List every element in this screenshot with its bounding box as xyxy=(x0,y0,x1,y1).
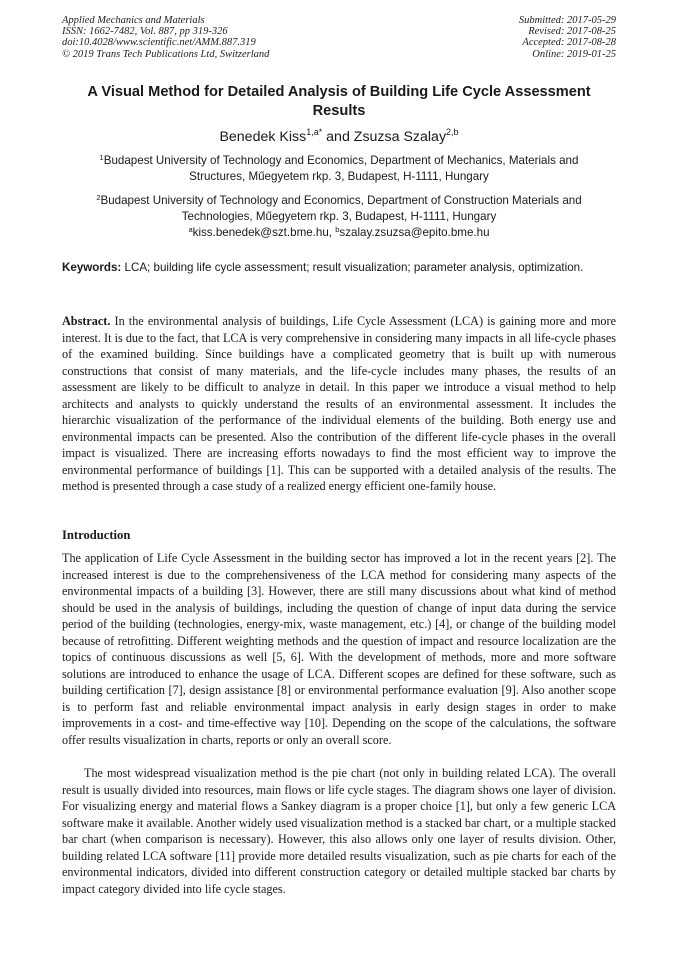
affiliation-mark: 1 xyxy=(99,153,104,162)
journal-header-left xyxy=(62,15,269,60)
author-connector: and xyxy=(322,129,354,145)
paper-title: A Visual Method for Detailed Analysis of Building Life Cycle Assessment Results xyxy=(87,84,591,119)
affiliation-text: Budapest University of Technology and Economics, Department of Mechanics, Materials and Structures, Műegyetem rkp. 3, Budapest, H-1111, Hungary xyxy=(103,154,579,183)
date-revised: Revised: 2017-08-25 xyxy=(528,26,616,38)
paragraph: The most widespread visualization method is the pie chart (not only in building related LCA). The overall result is usually divided into resources, main flows or life cycle stages. The diagram shows one layer of division. For visualizing energy and material flows a Sankey diagram is a proper choice [1], but only a few generic LCA software make it available. Another widely used visualization method is a stacked bar chart, or a multiple stacked bar chart (when comparison is necessary). However, this also allows only one layer of results division. Other, building related LCA software [11] provide more detailed results visualization, such as pie charts for each of the environmental indicators, divided into different construction category or detailed multiple stacked bar charts by impact category divided into life cycle stages. xyxy=(62,766,616,896)
journal-copyright: © 2019 Trans Tech Publications Ltd, Switzerland xyxy=(62,48,270,60)
journal-name: Applied Mechanics and Materials xyxy=(62,15,205,26)
keywords xyxy=(62,260,616,275)
affiliation-2 xyxy=(70,193,608,225)
email-link[interactable]: szalay.zsuzsa@epito.bme.hu xyxy=(339,226,490,239)
journal-header-right xyxy=(519,15,616,60)
date-submitted: Submitted: 2017-05-29 xyxy=(518,15,616,26)
author-affil-mark: 2,b xyxy=(446,127,459,137)
author-affil-mark: 1,a* xyxy=(306,127,323,137)
affiliation-1 xyxy=(70,153,608,185)
affiliation-text: Budapest University of Technology and Economics, Department of Construction Materials and Technologies, Műegyetem rkp. 3, Budapest, H-1111, Hungary xyxy=(100,194,582,223)
journal-doi[interactable]: doi:10.4028/www.scientific.net/AMM.887.319 xyxy=(62,37,256,49)
abstract-text: In the environmental analysis of buildings, Life Cycle Assessment (LCA) is gaining more and more interest. It is due to the fact, that LCA is very comprehensive in considering many impacts in all life-cycle phases of the examined building. Since buildings have a complicated geometry that is built up with numerous constructions that consist of many materials, and the life-cycle includes many phases, the results of an assessment are likely to be difficult to analyze in detail. In this paper we introduce a visual method to help architects and analysts to quickly understand the results of an environmental assessment. It includes the hierarchic visualization of the performance of the individual elements of the building. Both energy use and environmental impacts can be presented. Also the contribution of the different life-cycle phases in the overall impact is visualized. There are increasing efforts nowadays to find the most efficient way to improve the environmental performance of buildings [1]. This can be supported with a detailed analysis of the results. The method is presented through a case study of a realized energy efficient one-family house. xyxy=(62,314,616,494)
email-mark: a xyxy=(188,225,193,234)
email-link[interactable]: kiss.benedek@szt.bme.hu, xyxy=(192,226,336,239)
abstract xyxy=(62,313,616,495)
date-online: Online: 2019-01-25 xyxy=(532,48,616,60)
section-heading-introduction: Introduction xyxy=(62,528,131,542)
abstract-label: Abstract. xyxy=(62,314,111,328)
keywords-label: Keywords: xyxy=(62,261,122,274)
author-name: Benedek Kiss xyxy=(219,129,307,145)
keywords-text: LCA; building life cycle assessment; result visualization; parameter analysis, optimization. xyxy=(121,261,584,274)
date-accepted: Accepted: 2017-08-28 xyxy=(522,37,616,49)
paragraph: The application of Life Cycle Assessment in the building sector has improved a lot in the recent years [2]. The increased interest is due to the comprehensiveness of the LCA method for considering many aspects of the environmental impacts of a building [3]. However, there are still many discussions about what kind of method should be used in the analysis of buildings, including the question of change of input data during the service period of the building (technologies, energy-mix, waste management, etc.) [4], or change of the building model because of retrofitting. Different weighting methods and the question of impact and resource localization are the topics of continuous discussions as well [5, 6]. With the development of methods, more and more software solutions are introduced to enhance the usage of LCA. Different scopes are defined for these software, such as building certification [7], design assistance [8] or environmental performance evaluation [9]. Also another scope is to perform fast and reliable environmental impact analysis in early design stages in order to make improvements in a cost- and time-effective way [10]. Depending on the scope of the calculations, the software offer results visualization in charts, reports or only an overall score. xyxy=(62,551,616,748)
author-name: Zsuzsa Szalay xyxy=(353,129,447,145)
email-mark: b xyxy=(335,225,340,234)
affiliation-mark: 2 xyxy=(96,193,101,202)
journal-issn: ISSN: 1662-7482, Vol. 887, pp 319-326 xyxy=(62,26,228,38)
author-emails xyxy=(60,225,618,241)
author-line xyxy=(60,128,618,146)
